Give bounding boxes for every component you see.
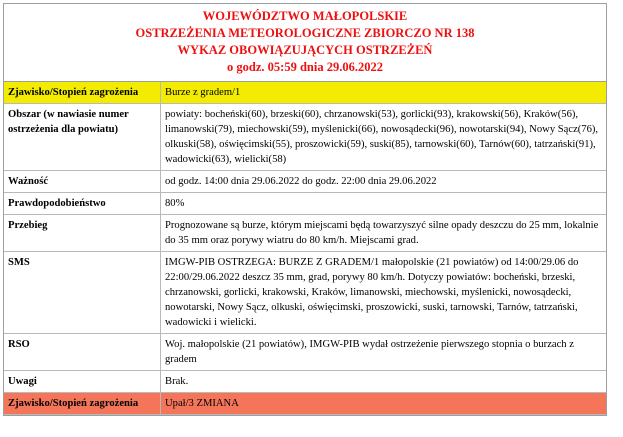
table-row-area [4, 104, 606, 171]
warning-table [4, 82, 606, 415]
row-value: Woj. małopolskie (21 powiatów), IMGW-PIB wydał ostrzeżenie pierwszego stopnia o burzach z gradem [161, 334, 607, 371]
warnings-document [3, 3, 607, 416]
bulletin-title: OSTRZEŻENIA METEOROLOGICZNE ZBIORCZO NR 138 [135, 26, 475, 40]
table-row-phenomenon [4, 82, 606, 104]
row-value: IMGW-PIB OSTRZEGA: BURZE Z GRADEM/1 małopolskie (21 powiatów) od 14:00/29.06 do 22:00/29.06.2022 deszcz 35 mm, grad, porywy 80 km/h. Dotyczy powiatów: bocheński, brzeski, chrzanowski, gorlicki, krakowski, Kraków, limanowski, miechowski, myślenicki, nowosądecki, nowotarski, Nowy Sącz, olkuski, oświęcimski, proszowicki, suski, tarnowski, Tarnów, tatrzański, wadowicki i wielicki. [161, 252, 607, 334]
row-label: Przebieg [4, 215, 161, 252]
document-header [4, 4, 606, 82]
table-row-course [4, 215, 606, 252]
row-label: RSO [4, 334, 161, 371]
region-title: WOJEWÓDZTWO MAŁOPOLSKIE [202, 9, 408, 23]
table-row-validity [4, 171, 606, 193]
row-value: Burze z gradem/1 [161, 82, 607, 104]
row-value: powiaty: bocheński(60), brzeski(60), chrzanowski(53), gorlicki(93), krakowski(56), Kraków(56), limanowski(79), miechowski(59), myślenicki(66), nowosądecki(96), nowotarski(94), Nowy Sącz(76), olkuski(58), oświęcimski(55), proszowicki(59), suski(85), tarnowski(60), Tarnów(60), tatrzański(91), wadowicki(63), wielicki(58) [161, 104, 607, 171]
row-label: Ważność [4, 171, 161, 193]
table-row-probability [4, 193, 606, 215]
row-label: Zjawisko/Stopień zagrożenia [4, 82, 161, 104]
row-label: Uwagi [4, 371, 161, 393]
row-value: 80% [161, 193, 607, 215]
row-value: Brak. [161, 371, 607, 393]
table-row-rso [4, 334, 606, 371]
row-label: Prawdopodobieństwo [4, 193, 161, 215]
row-value: Upał/3 ZMIANA [161, 393, 607, 415]
issue-timestamp: o godz. 05:59 dnia 29.06.2022 [227, 60, 383, 74]
row-label: Obszar (w nawiasie numer ostrzeżenia dla powiatu) [4, 104, 161, 171]
row-label: SMS [4, 252, 161, 334]
row-value: Prognozowane są burze, którym miejscami będą towarzyszyć silne opady deszczu do 25 mm, lokalnie do 35 mm oraz porywy wiatru do 80 km/h. Miejscami grad. [161, 215, 607, 252]
table-row-sms [4, 252, 606, 334]
table-row-remarks [4, 371, 606, 393]
row-label: Zjawisko/Stopień zagrożenia [4, 393, 161, 415]
row-value: od godz. 14:00 dnia 29.06.2022 do godz. 22:00 dnia 29.06.2022 [161, 171, 607, 193]
list-title: WYKAZ OBOWIĄZUJĄCYCH OSTRZEŻEŃ [177, 43, 433, 57]
table-row-phenomenon-heat [4, 393, 606, 415]
